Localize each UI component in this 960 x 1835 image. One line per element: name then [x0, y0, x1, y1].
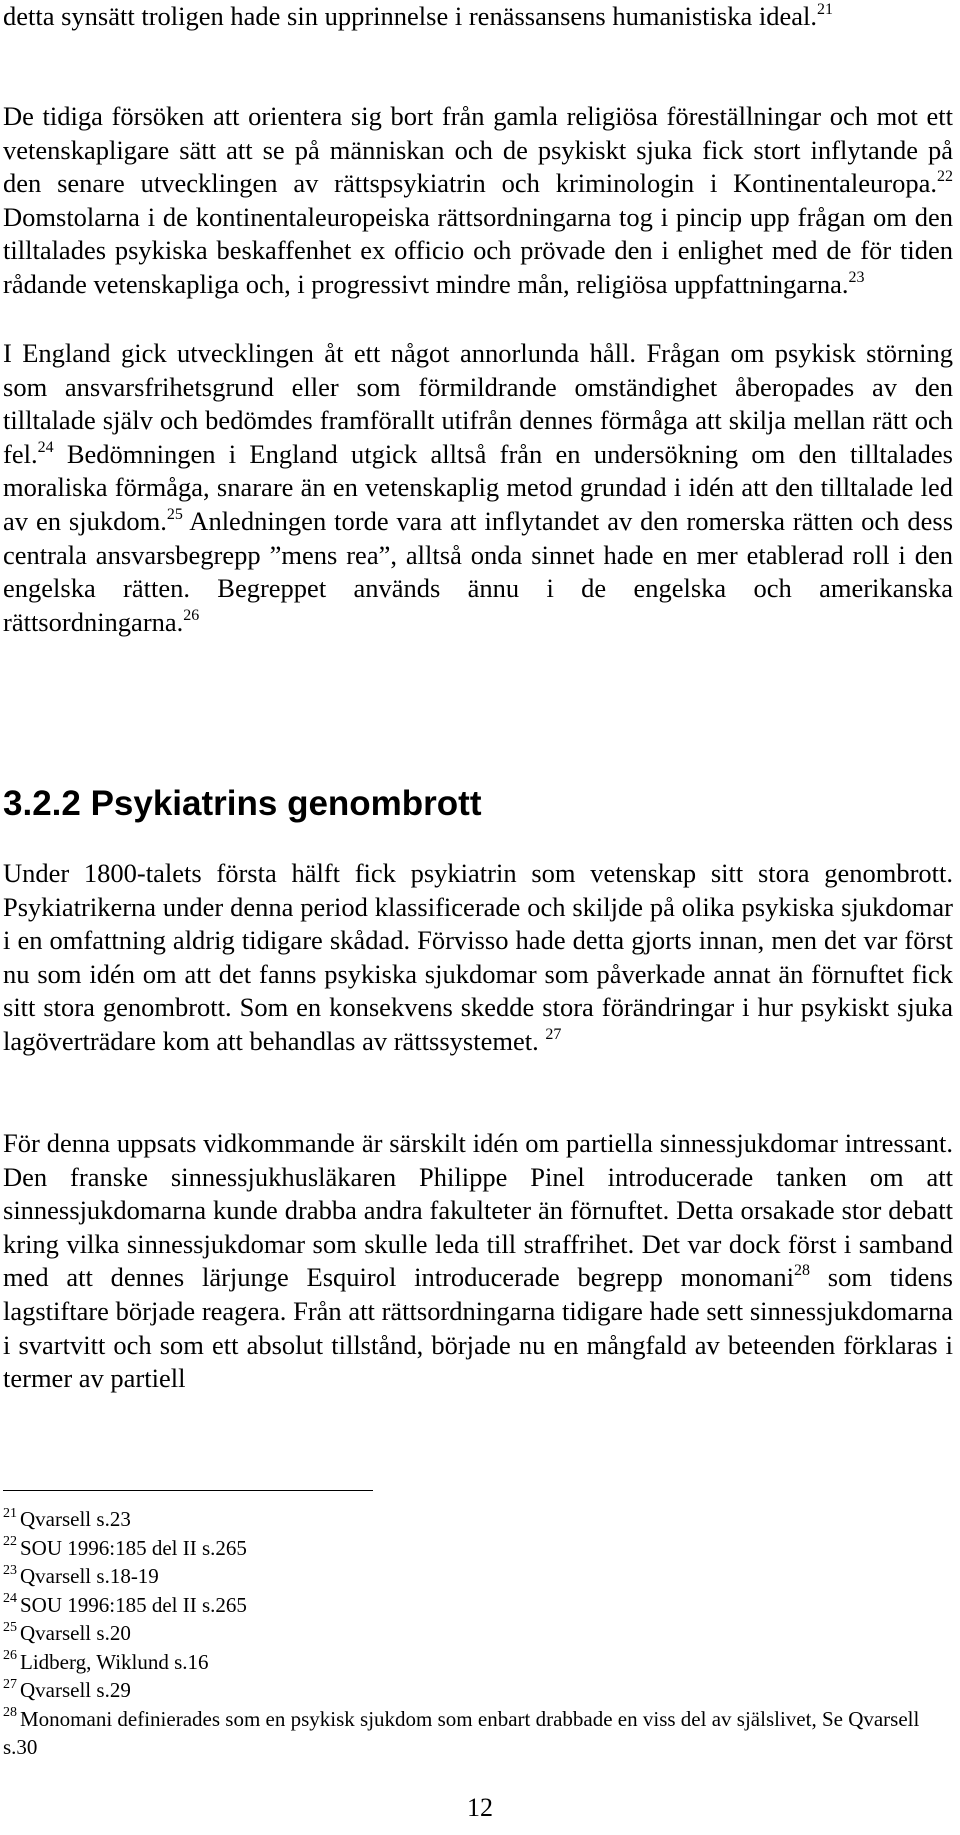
- section-heading: 3.2.2 Psykiatrins genombrott: [3, 784, 482, 823]
- paragraph-1-text: detta synsätt troligen hade sin upprinnelse i renässansens humanistiska ideal.: [3, 1, 817, 31]
- footnote-list: [3, 1505, 943, 1762]
- footnote-item: $^{24}$ SOU 1996:185 del II s.265: [3, 1591, 247, 1617]
- paragraph-5-text-2: som tidens lagstiftare började reagera. Från att rättsordningarna tidigare hade sett sinnessjukdomarna i svartvitt och som ett absolut tillstånd, började nu en mångfald av beteenden förklaras i termer av partiell: [3, 1262, 953, 1394]
- footnote-ref-26: 26: [183, 606, 200, 624]
- footnote-ref-23: 23: [848, 268, 865, 286]
- paragraph-2: [3, 100, 953, 302]
- footnote-separator: [3, 1490, 373, 1491]
- footnote-item: $^{21}$ Qvarsell s.23: [3, 1505, 131, 1531]
- paragraph-2-text-2: Domstolarna i de kontinentaleuropeiska rättsordningarna tog i pincip upp frågan om den tilltalades psykiska beskaffenhet ex officio och prövade den i enlighet med de för tiden rådande vetenskapliga och, i progressivt mindre mån, religiösa uppfattningarna.: [3, 201, 953, 299]
- footnote-ref-28: 28: [794, 1262, 810, 1280]
- paragraph-3-text-2: Bedömningen i England utgick alltså från en undersökning om den tilltalades moraliska förmåga, snarare än en vetenskaplig metod grundad i idén att den tilltalade led av en sjukdom.: [3, 438, 953, 536]
- paragraph-4-text: Under 1800-talets första hälft fick psykiatrin som vetenskap sitt stora genombrott. Psykiatrikerna under denna period klassificerade och skiljde på olika psykiska sjukdomar i en omfattning aldrig tidigare skådad. Förvisso hade detta gjorts innan, men det var först nu som idén om att det fanns psykiska sjukdomar som påverkade annat än förnuftet fick sitt stora genombrott. Som en konsekvens skedde stora förändringar i hur psykiskt sjuka lagöverträdare kom att behandlas av rättssystemet.: [3, 858, 953, 1056]
- paragraph-2-text-1: De tidiga försöken att orientera sig bort från gamla religiösa föreställningar och mot ett vetenskapligare sätt att se på människan och de psykiskt sjuka fick stort inflytande på den senare utvecklingen av rättspsykiatrin och kriminologin i Kontinentaleuropa.: [3, 101, 953, 199]
- paragraph-4: [3, 857, 953, 1059]
- paragraph-3-text-1: I England gick utvecklingen åt ett något annorlunda håll. Frågan om psykisk störning som ansvarsfrihetsgrund eller som förmildrande omständighet åberopades av den tilltalade själv och bedömdes framförallt utifrån dennes förmåga att skilja mellan rätt och fel.: [3, 338, 953, 469]
- footnote-ref-27: 27: [545, 1025, 562, 1043]
- paragraph-3-text-3: Anledningen torde vara att inflytandet av den romerska rätten och dess centrala ansvarsbegrepp ”mens rea”, alltså onda sinnet hade en mer etablerad roll i den engelska rätten. Begreppet används ännu i de engelska och amerikanska rättsordningarna.: [3, 505, 954, 637]
- footnote-item: $^{23}$ Qvarsell s.18-19: [3, 1562, 159, 1588]
- footnote-item: $^{27}$ Qvarsell s.29: [3, 1676, 131, 1702]
- footnote-item: $^{22}$ SOU 1996:185 del II s.265: [3, 1534, 247, 1560]
- paragraph-1: [3, 0, 953, 34]
- footnote-ref-22: 22: [937, 168, 953, 185]
- footnote-ref-24: 24: [37, 438, 54, 456]
- footnote-ref-25: 25: [166, 505, 183, 523]
- footnote-ref-21: 21: [816, 0, 833, 18]
- paragraph-5: [3, 1127, 953, 1396]
- page-number: 12: [467, 1793, 493, 1822]
- paragraph-3: [3, 337, 953, 639]
- footnote-item: $^{26}$ Lidberg, Wiklund s.16: [3, 1648, 209, 1674]
- paragraph-5-text-1: För denna uppsats vidkommande är särskilt idén om partiella sinnessjukdomar intressant. Den franske sinnessjukhusläkaren Philippe Pinel introducerade tanken om att sinnessjukdomarna kunde drabba andra fakulteter än förnuftet. Detta orsakade stor debatt kring vilka sinnessjukdomar som skulle leda till straffrihet. Det var dock först i samband med att dennes lärjunge Esquirol introducerade begrepp monomani: [3, 1128, 953, 1293]
- footnote-item: $^{25}$ Qvarsell s.20: [3, 1619, 131, 1645]
- footnote-item: $^{28}$ Monomani definierades som en psykisk sjukdom som enbart drabbade en viss del av själslivet, Se Qvarsell s.30: [3, 1705, 920, 1759]
